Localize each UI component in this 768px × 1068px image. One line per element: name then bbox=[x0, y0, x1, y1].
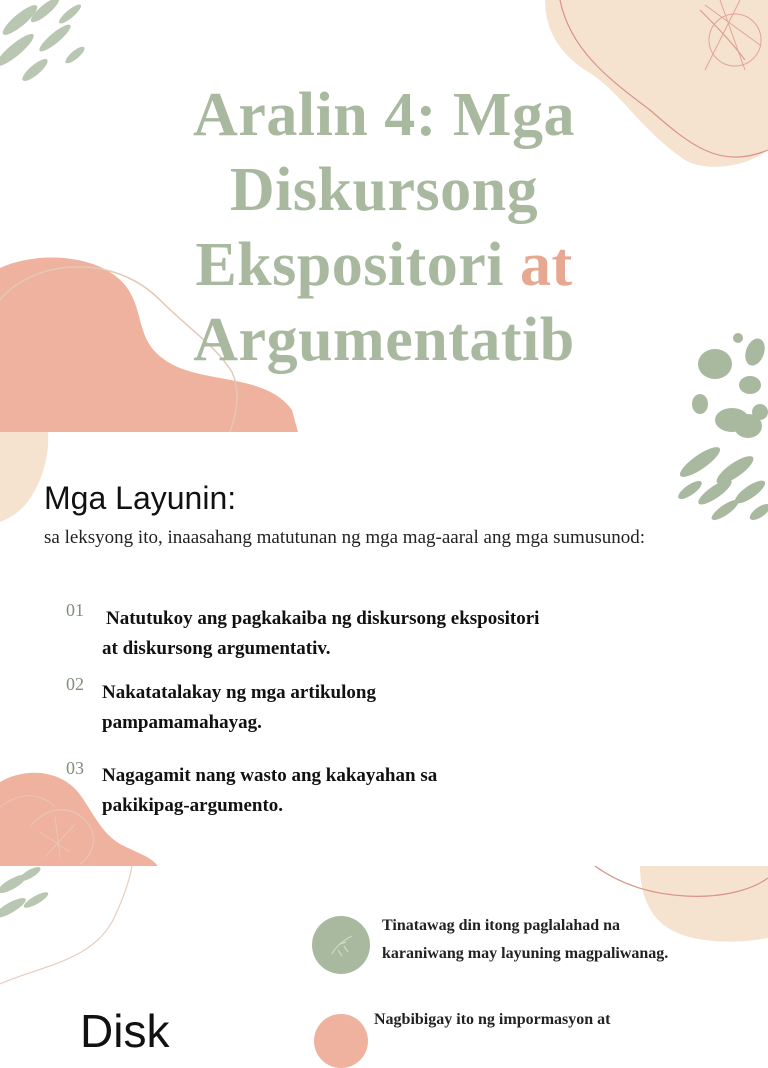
objectives-heading: Mga Layunin: bbox=[44, 480, 237, 516]
objective-text-1 bbox=[102, 604, 682, 664]
objective-1-line-1: Natutukoy ang pagkakaiba ng diskursong ekspositori bbox=[106, 608, 540, 629]
lesson-title-line-1: Aralin 4: Mga bbox=[193, 81, 575, 149]
section-word: Disk bbox=[80, 1005, 170, 1057]
leaf-icon bbox=[312, 916, 370, 974]
definition-slide bbox=[0, 866, 768, 1057]
flower-icon bbox=[314, 1014, 368, 1068]
lesson-title-accent: at bbox=[520, 231, 573, 299]
definition-text-2: Nagbibigay ito ng impormasyon at bbox=[374, 1011, 611, 1028]
objective-number-3: 03 bbox=[66, 758, 84, 778]
definition-1-line-2: karaniwang may layuning magpaliwanag. bbox=[382, 945, 669, 962]
objectives-slide bbox=[0, 432, 768, 866]
lesson-title bbox=[0, 78, 768, 378]
objective-text-2 bbox=[102, 678, 682, 738]
lesson-title-line-4: Argumentatib bbox=[193, 306, 575, 374]
objective-3-line-1: Nagagamit nang wasto ang kakayahan sa bbox=[102, 765, 438, 786]
objective-text-3 bbox=[102, 761, 682, 821]
definition-1-line-1: Tinatawag din itong paglalahad na bbox=[382, 917, 621, 934]
lesson-title-line-2: Diskursong bbox=[229, 156, 539, 224]
objective-2-line-2: pampamamahayag. bbox=[102, 712, 262, 733]
objective-number-1: 01 bbox=[66, 600, 84, 620]
objective-3-line-2: pakikipag-argumento. bbox=[102, 795, 284, 816]
objective-2-line-1: Nakatatalakay ng mga artikulong bbox=[102, 682, 376, 703]
title-slide bbox=[0, 0, 768, 432]
objective-number-2: 02 bbox=[66, 674, 84, 694]
definition-text-1 bbox=[382, 912, 668, 968]
lesson-title-line-3: Ekspositori bbox=[195, 231, 505, 299]
objectives-intro: sa leksyong ito, inaasahang matutunan ng mga mag-aaral ang mga sumusunod: bbox=[44, 527, 645, 548]
objective-1-line-2: at diskursong argumentativ. bbox=[102, 638, 331, 659]
